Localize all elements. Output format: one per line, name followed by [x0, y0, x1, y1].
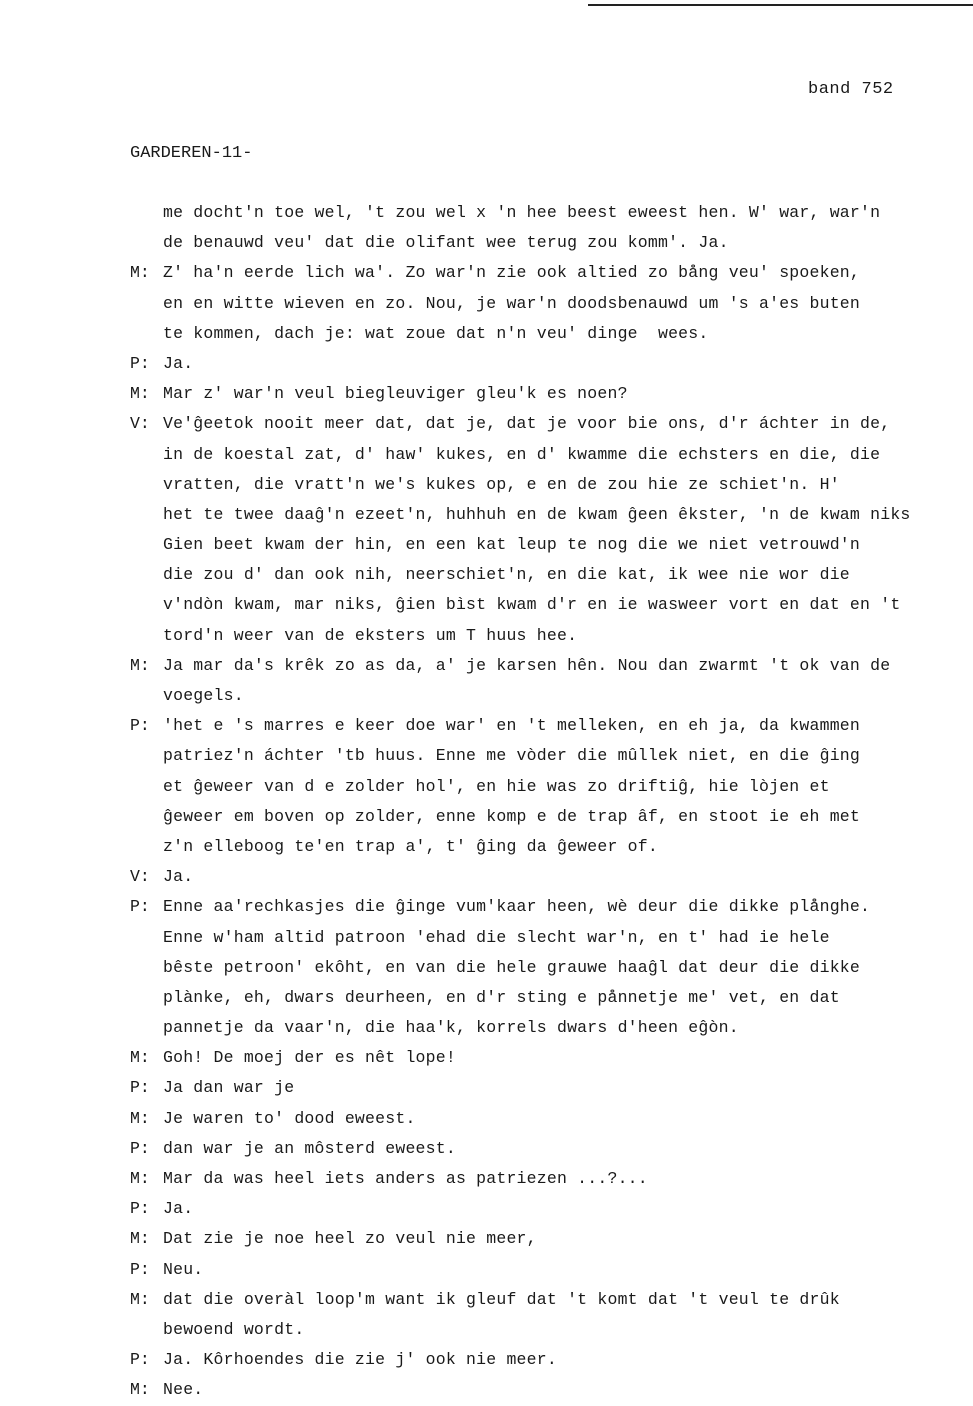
transcript-line: [0, 319, 973, 349]
line-text: 'het e 's marres e keer doe war' en 't melleken, en eh ja, da kwammen: [163, 716, 861, 736]
speaker-label: P:: [130, 1138, 150, 1158]
transcript-line: [0, 228, 973, 258]
transcript-line: [0, 289, 973, 319]
speaker-label: P:: [130, 1259, 150, 1279]
speaker-label: P:: [130, 1078, 150, 1098]
transcript-line: [0, 741, 973, 771]
speaker-label: P:: [130, 1350, 150, 1370]
transcript-line: [0, 1224, 973, 1254]
transcript-line: [0, 1375, 973, 1405]
line-text: et ĝeweer van d e zolder hol', en hie was zo driftiĝ, hie lòjen et: [163, 776, 830, 796]
line-text: Enne w'ham altid patroon 'ehad die slecht war'n, en t' had ie hele: [163, 927, 830, 947]
band-number: band 752: [808, 80, 894, 99]
line-text: in de koestal zat, d' haw' kukes, en d' kwamme die echsters en die, die: [163, 444, 881, 464]
line-text: Enne aa'rechkasjes die ĝinge vum'kaar heen, wè deur die dikke plånghe.: [163, 897, 871, 917]
transcript-line: [0, 1194, 973, 1224]
line-text: Ja dan war je: [163, 1078, 295, 1098]
transcript-line: [0, 711, 973, 741]
line-text: pannetje da vaar'n, die haa'k, korrels dwars d'heen eĝòn.: [163, 1018, 739, 1038]
transcript-line: [0, 1255, 973, 1285]
transcript-line: [0, 953, 973, 983]
line-text: Nee.: [163, 1380, 204, 1400]
top-rule-line: [588, 4, 973, 6]
transcript-line: [0, 1013, 973, 1043]
line-text: Mar z' war'n veul biegleuviger gleu'k es noen?: [163, 384, 628, 404]
speaker-label: P:: [130, 716, 150, 736]
transcript-body: [0, 198, 973, 1406]
speaker-label: M:: [130, 384, 150, 404]
transcript-line: [0, 1315, 973, 1345]
speaker-label: M:: [130, 1289, 150, 1309]
speaker-label: M:: [130, 1229, 150, 1249]
line-text: Z' ha'n eerde lich wa'. Zo war'n zie ook altied zo bång veu' spoeken,: [163, 263, 861, 283]
line-text: Ja.: [163, 867, 194, 887]
line-text: patriez'n áchter 'tb huus. Enne me vòder die mûllek niet, en die ĝing: [163, 746, 861, 766]
line-text: Ja mar da's krêk zo as da, a' je karsen hên. Nou dan zwarmt 't ok van de: [163, 655, 891, 675]
speaker-label: P:: [130, 897, 150, 917]
speaker-label: M:: [130, 1108, 150, 1128]
line-text: z'n elleboog te'en trap a', t' ĝing da ĝeweer of.: [163, 836, 658, 856]
transcript-line: [0, 621, 973, 651]
speaker-label: V:: [130, 867, 150, 887]
line-text: ĝeweer em boven op zolder, enne komp e de trap âf, en stoot ie eh met: [163, 806, 861, 826]
line-text: vratten, die vratt'n we's kukes op, e en de zou hie ze schiet'n. H': [163, 474, 840, 494]
transcript-line: [0, 1285, 973, 1315]
line-text: Mar da was heel iets anders as patriezen ...?...: [163, 1169, 648, 1188]
line-text: tord'n weer van de eksters um T huus hee.: [163, 625, 578, 645]
line-text: Je waren to' dood eweest.: [163, 1108, 416, 1128]
line-text: dat die overàl loop'm want ik gleuf dat 't komt dat 't veul te drûk: [163, 1289, 840, 1309]
transcript-line: [0, 862, 973, 892]
transcript-line: [0, 1164, 973, 1194]
transcript-line: [0, 832, 973, 862]
line-text: Neu.: [163, 1259, 204, 1279]
line-text: bêste petroon' ekôht, en van die hele grauwe haaĝl dat deur die dikke: [163, 957, 861, 977]
line-text: de benauwd veu' dat die olifant wee terug zou komm'. Ja.: [163, 233, 729, 253]
line-text: het te twee daaĝ'n ezeet'n, huhhuh en de kwam ĝeen êkster, 'n de kwam niks: [163, 504, 911, 524]
transcript-line: [0, 651, 973, 681]
transcript-line: [0, 198, 973, 228]
transcript-line: [0, 560, 973, 590]
line-text: Ja.: [163, 1199, 194, 1219]
transcript-line: [0, 1134, 973, 1164]
transcript-line: [0, 1345, 973, 1375]
transcript-line: [0, 530, 973, 560]
transcript-line: [0, 1104, 973, 1134]
transcript-line: [0, 440, 973, 470]
line-text: Ve'ĝeetok nooit meer dat, dat je, dat je voor bie ons, d'r áchter in de,: [163, 414, 891, 434]
speaker-label: M:: [130, 1169, 150, 1188]
line-text: en en witte wieven en zo. Nou, je war'n doodsbenauwd um 's a'es buten: [163, 293, 861, 313]
transcript-line: [0, 470, 973, 500]
line-text: Dat zie je noe heel zo veul nie meer,: [163, 1229, 537, 1249]
transcript-line: [0, 349, 973, 379]
transcript-line: [0, 983, 973, 1013]
transcript-line: [0, 409, 973, 439]
line-text: die zou d' dan ook nih, neerschiet'n, en die kat, ik wee nie wor die: [163, 565, 850, 585]
line-text: dan war je an môsterd eweest.: [163, 1138, 456, 1158]
speaker-label: M:: [130, 655, 150, 675]
speaker-label: V:: [130, 414, 150, 434]
transcript-line: [0, 1073, 973, 1103]
transcript-line: [0, 681, 973, 711]
speaker-label: P:: [130, 353, 150, 373]
speaker-label: P:: [130, 1199, 150, 1219]
line-text: Gien beet kwam der hin, en een kat leup te nog die we niet vetrouwd'n: [163, 535, 861, 555]
line-text: Ja. Kôrhoendes die zie j' ook nie meer.: [163, 1350, 557, 1370]
transcript-line: [0, 772, 973, 802]
line-text: me docht'n toe wel, 't zou wel x 'n hee beest eweest hen. W' war, war'n: [163, 203, 881, 222]
transcript-line: [0, 500, 973, 530]
document-id: GARDEREN-11-: [130, 144, 253, 163]
speaker-label: M:: [130, 1380, 150, 1400]
line-text: te kommen, dach je: wat zoue dat n'n veu' dinge wees.: [163, 323, 709, 343]
line-text: bewoend wordt.: [163, 1319, 305, 1339]
transcript-line: [0, 379, 973, 409]
transcript-line: [0, 590, 973, 620]
speaker-label: M:: [130, 1048, 150, 1068]
transcript-line: [0, 258, 973, 288]
line-text: plànke, eh, dwars deurheen, en d'r sting e pånnetje me' vet, en dat: [163, 987, 840, 1007]
transcript-line: [0, 1043, 973, 1073]
transcript-line: [0, 802, 973, 832]
transcript-line: [0, 923, 973, 953]
line-text: Goh! De moej der es nêt lope!: [163, 1048, 456, 1068]
speaker-label: M:: [130, 263, 150, 283]
line-text: v'ndòn kwam, mar niks, ĝien bìst kwam d'r en ie wasweer vort en dat en 't: [163, 595, 901, 615]
transcript-line: [0, 892, 973, 922]
line-text: voegels.: [163, 686, 244, 705]
line-text: Ja.: [163, 353, 194, 373]
